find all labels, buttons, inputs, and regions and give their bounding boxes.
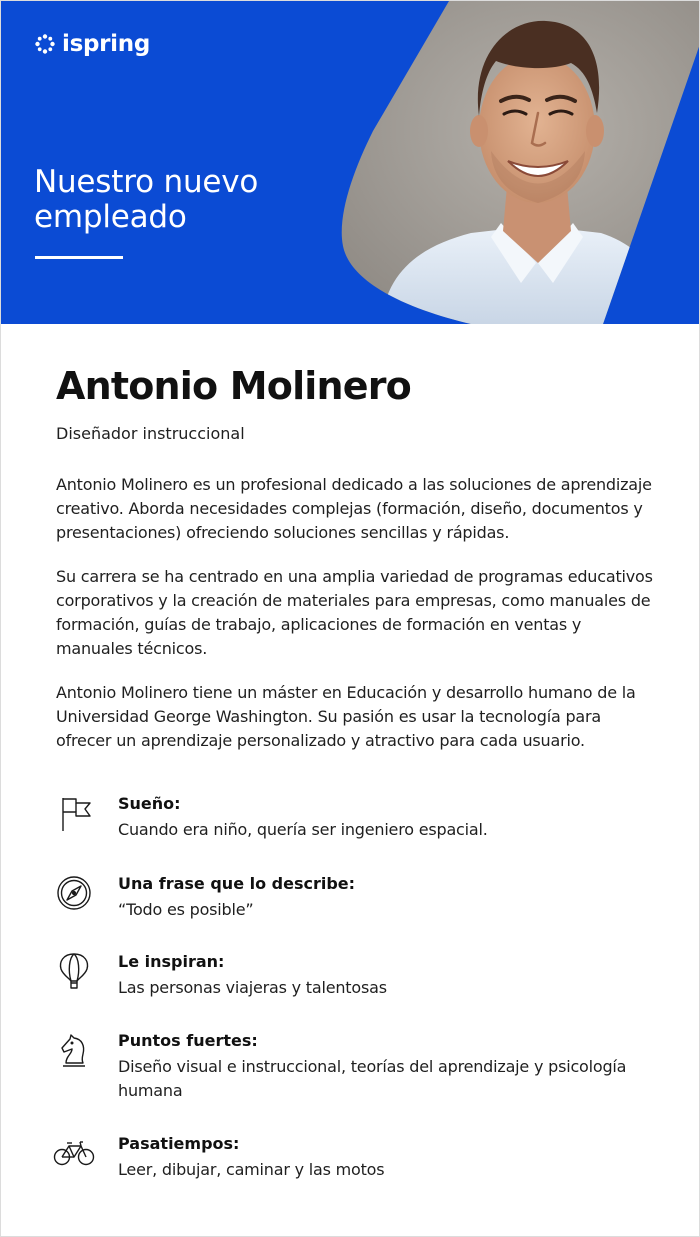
fact-value: Leer, dibujar, caminar y las motos <box>118 1160 385 1179</box>
fact-value: “Todo es posible” <box>118 900 254 919</box>
employee-name: Antonio Molinero <box>56 364 411 408</box>
flag-icon <box>51 791 97 837</box>
fact-item-dream <box>51 791 638 842</box>
fact-item-phrase <box>51 871 638 922</box>
employee-bio <box>56 473 656 753</box>
bio-paragraph: Su carrera se ha centrado en una amplia variedad de programas educativos corporativos y la creación de materiales para empresas, como manuales de formación, guías de trabajo, aplicaciones de formación en ventas y manuales técnicos. <box>56 567 653 658</box>
fact-value: Cuando era niño, quería ser ingeniero espacial. <box>118 820 488 839</box>
fact-label: Puntos fuertes: <box>118 1031 258 1050</box>
fact-label: Le inspiran: <box>118 952 225 971</box>
brand-logo[interactable] <box>34 31 150 57</box>
fact-item-hobbies <box>51 1131 638 1182</box>
bio-paragraph: Antonio Molinero es un profesional dedicado a las soluciones de aprendizaje creativo. Aborda necesidades complejas (formación, diseño, documentos y presentaciones) ofreciendo soluciones sencillas y rápidas. <box>56 475 652 542</box>
fact-label: Pasatiempos: <box>118 1134 240 1153</box>
fact-item-strengths <box>51 1028 638 1103</box>
compass-icon <box>51 871 97 917</box>
fact-label: Sueño: <box>118 794 181 813</box>
ispring-logo-icon <box>34 33 56 55</box>
hero-title: Nuestro nuevo empleado <box>34 164 259 235</box>
employee-role: Diseñador instruccional <box>56 424 245 443</box>
fact-value: Diseño visual e instruccional, teorías del aprendizaje y psicología humana <box>118 1057 627 1100</box>
hot-air-balloon-icon <box>51 949 97 995</box>
hero-banner <box>1 1 700 324</box>
bicycle-icon <box>51 1131 97 1177</box>
title-underline <box>35 256 123 259</box>
logo-text: ispring <box>62 31 151 57</box>
chess-knight-icon <box>51 1028 97 1074</box>
fact-label: Una frase que lo describe: <box>118 874 356 893</box>
fact-item-inspiration <box>51 949 638 1000</box>
bio-paragraph: Antonio Molinero tiene un máster en Educación y desarrollo humano de la Universidad George Washington. Su pasión es usar la tecnología para ofrecer un aprendizaje personalizado y atractivo para cada usuario. <box>56 683 636 750</box>
fact-value: Las personas viajeras y talentosas <box>118 978 387 997</box>
employee-info <box>56 361 656 753</box>
